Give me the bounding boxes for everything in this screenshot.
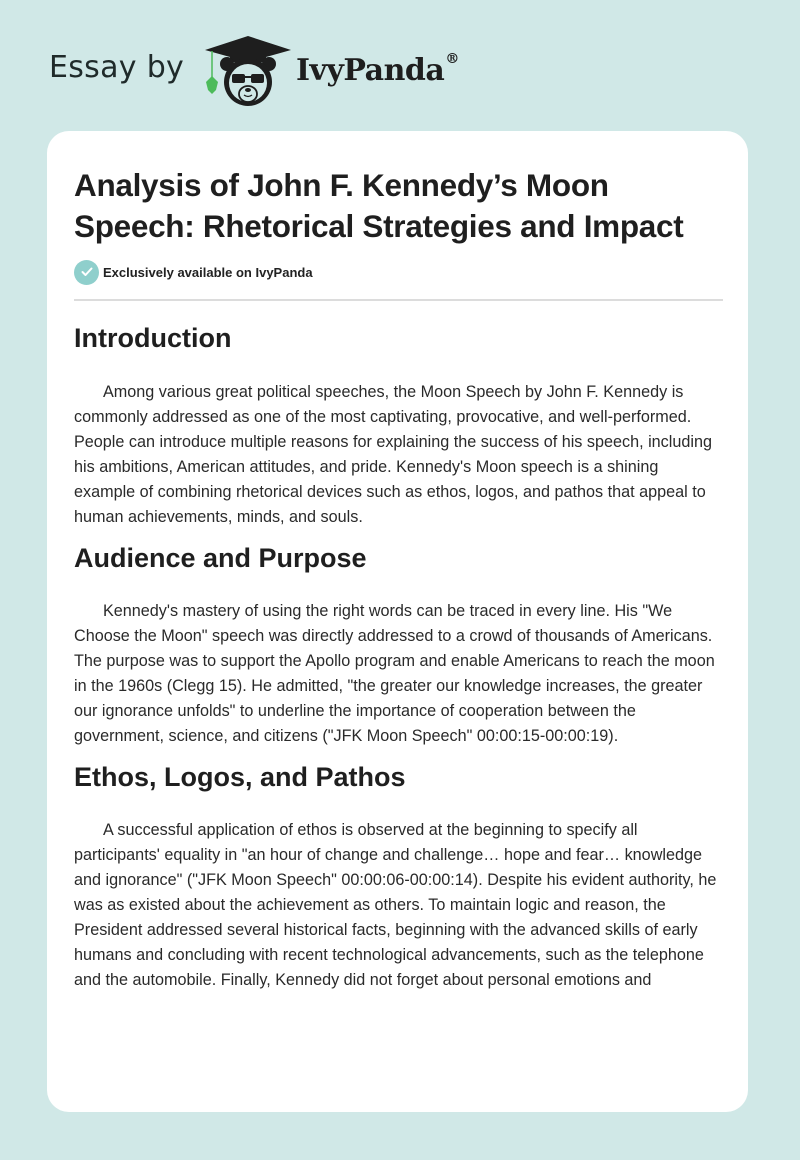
exclusive-badge bbox=[74, 259, 724, 285]
check-circle-icon bbox=[74, 260, 99, 285]
section-ethos-logos-pathos bbox=[74, 761, 724, 993]
brand-name[interactable] bbox=[296, 53, 459, 88]
section-audience-purpose bbox=[74, 542, 724, 749]
registered-mark: ® bbox=[445, 51, 459, 67]
essay-content bbox=[74, 165, 724, 993]
panda-graduate-logo-icon[interactable] bbox=[203, 36, 293, 108]
divider bbox=[74, 299, 723, 301]
section-paragraph: Among various great political speeches, the Moon Speech by John F. Kennedy is commonly addressed as one of the most captivating, provocative, and well-performed. People can introduce multiple reasons for explaining the success of his speech, including his ambitions, American attitudes, and pride. Kennedy's Moon speech is a shining example of combining rhetorical devices such as ethos, logos, and pathos that appeal to human achievements, minds, and souls. bbox=[74, 383, 712, 526]
section-heading: Audience and Purpose bbox=[74, 543, 367, 573]
section-paragraph: Kennedy's mastery of using the right words can be traced in every line. His "We Choose the Moon" speech was directly addressed to a crowd of thousands of Americans. The purpose was to support the Apollo program and enable Americans to reach the moon in the 1960s (Clegg 15). He admitted, "the greater our knowledge increases, the greater our ignorance unfolds" to underline the importance of cooperation between the government, science, and citizens ("JFK Moon Speech" 00:00:15-00:00:19). bbox=[74, 602, 715, 745]
section-paragraph: A successful application of ethos is observed at the beginning to specify all participants' equality in "an hour of change and challenge… hope and fear… knowledge and ignorance" ("JFK Moon Speech" 00:00:06-00:00:14). Despite his evident authority, he was as existed about the achievement as others. To maintain logic and reason, the President addressed several historical facts, beginning with the advanced skills of early humans and concluding with recent technological advancements, such as the telephone and the automobile. Finally, Kennedy did not forget about personal emotions and bbox=[74, 821, 717, 989]
brand-text: IvyPanda bbox=[296, 53, 445, 88]
section-heading: Ethos, Logos, and Pathos bbox=[74, 762, 406, 792]
section-introduction bbox=[74, 322, 724, 530]
section-heading: Introduction bbox=[74, 323, 232, 353]
page-title: Analysis of John F. Kennedy’s Moon Speech: Rhetorical Strategies and Impact bbox=[74, 167, 684, 244]
exclusive-text: Exclusively available on IvyPanda bbox=[103, 264, 313, 280]
site-header bbox=[0, 0, 800, 130]
essay-card bbox=[47, 131, 748, 1112]
essay-by-label: Essay by bbox=[49, 50, 185, 85]
